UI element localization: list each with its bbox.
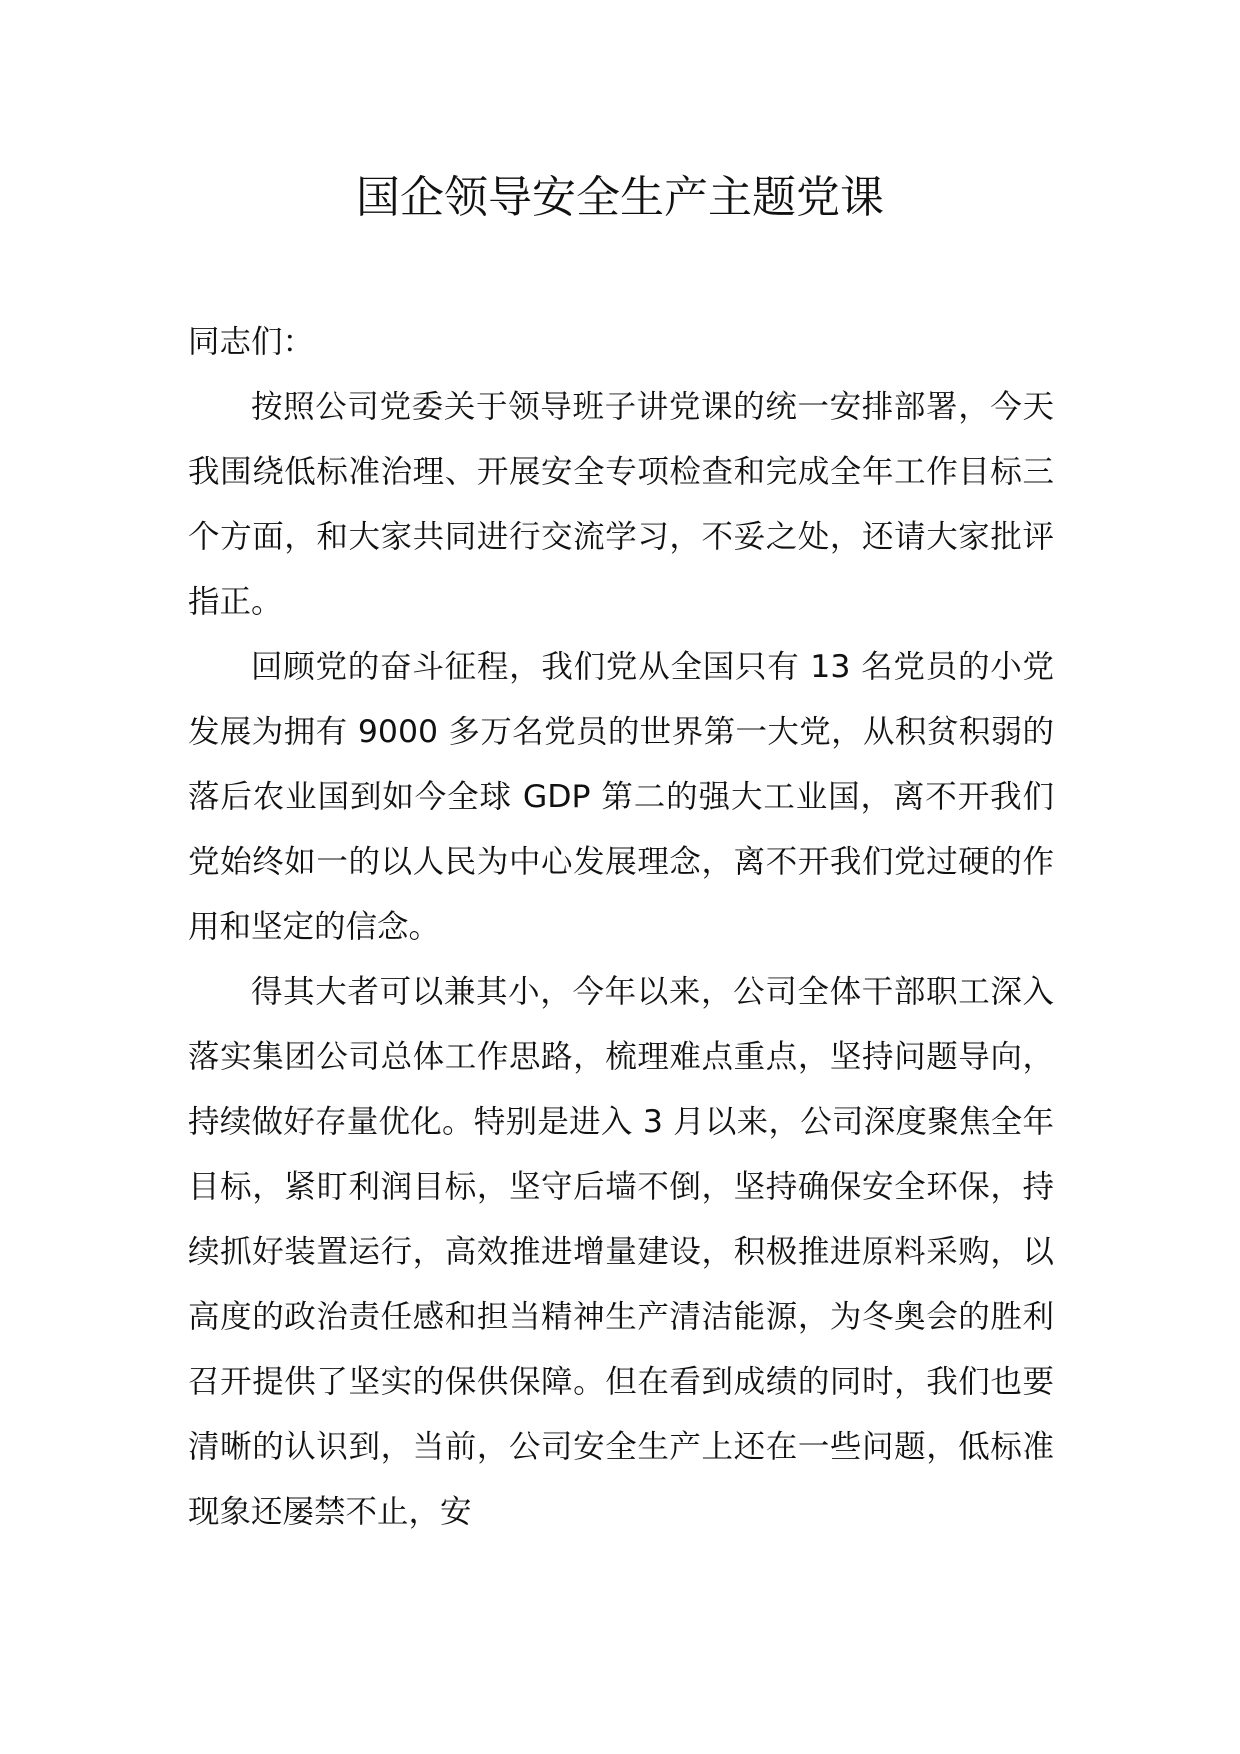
document-title: 国企领导安全生产主题党课 bbox=[356, 172, 884, 223]
document-body bbox=[188, 310, 1054, 1545]
paragraph-intro: 按照公司党委关于领导班子讲党课的统一安排部署，今天我围绕低标准治理、开展安全专项检查和完成全年工作目标三个方面，和大家共同进行交流学习，不妥之处，还请大家批评指正。 bbox=[188, 389, 1054, 620]
salutation: 同志们： bbox=[188, 324, 315, 360]
paragraph-history: 回顾党的奋斗征程，我们党从全国只有 13 名党员的小党发展为拥有 9000 多万名党员的世界第一大党，从积贫积弱的落后农业国到如今全球 GDP 第二的强大工业国，离不开我们党始终如一的以人民为中心发展理念，离不开我们党过硬的作用和坚定的信念。 bbox=[188, 649, 1054, 945]
paragraph-achievements: 得其大者可以兼其小，今年以来，公司全体干部职工深入落实集团公司总体工作思路，梳理难点重点，坚持问题导向，持续做好存量优化。特别是进入 3 月以来，公司深度聚焦全年目标，紧盯利润目标，坚守后墙不倒，坚持确保安全环保，持续抓好装置运行，高效推进增量建设，积极推进原料采购，以高度的政治责任感和担当精神生产清洁能源，为冬奥会的胜利召开提供了坚实的保供保障。但在看到成绩的同时，我们也要清晰的认识到，当前，公司安全生产上还在一些问题，低标准现象还屡禁不止，安 bbox=[188, 974, 1054, 1530]
